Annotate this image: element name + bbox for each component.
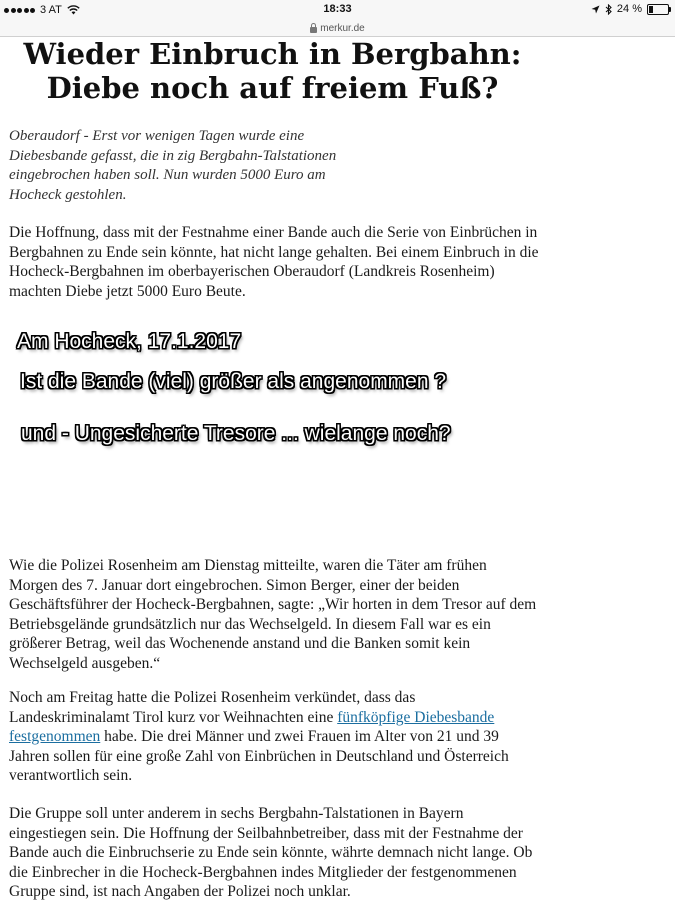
carrier-label: 3 AT	[40, 4, 62, 16]
status-right	[591, 3, 669, 15]
overlay-tresore-line: und - Ungesicherte Tresore ... wielange noch?	[21, 422, 451, 445]
article	[0, 37, 675, 900]
location-arrow-icon	[591, 5, 600, 14]
article-headline: Wieder Einbruch in Bergbahn: Diebe noch auf freiem Fuß?	[23, 37, 522, 105]
diebesbande-link[interactable]: fünfköpfige Diebesbande festgenommen	[9, 708, 495, 745]
status-bar	[0, 0, 675, 20]
overlay-date-line: Am Hocheck, 17.1.2017	[17, 330, 242, 353]
paragraph-3-text-before: Noch am Freitag hatte die Polizei Rosenheim verkündet, dass das Landeskriminalamt Tirol kurz vor Weihnachten eine	[9, 689, 416, 726]
battery-icon	[647, 4, 669, 15]
url-domain[interactable]: merkur.de	[320, 22, 365, 34]
battery-percent: 24 %	[616, 3, 642, 15]
paragraph-3-text-after: habe. Die drei Männer und zwei Frauen im Alter von 21 und 39 Jahren sollen für eine große Zahl von Einbrüchen in Deutschland und Österreich verantwortlich sein.	[9, 728, 509, 784]
article-lead: Oberaudorf - Erst vor wenigen Tagen wurde eine Diebesbande gefasst, die in zig Bergbahn-Talstationen eingebrochen haben soll. Nun wurden 5000 Euro am Hocheck gestohlen.	[9, 128, 337, 203]
article-paragraph-1: Die Hoffnung, dass mit der Festnahme einer Bande auch die Serie von Einbrüchen in Bergbahnen zu Ende sein könnte, hat nicht lange gehalten. Bei einem Einbruch in die Hocheck-Bergbahnen im oberbayerischen Oberaudorf (Landkreis Rosenheim) machten Diebe jetzt 5000 Euro Beute.	[9, 224, 539, 300]
bluetooth-icon	[605, 4, 612, 15]
article-paragraph-4: Die Gruppe soll unter anderem in sechs Bergbahn-Talstationen in Bayern eingestiegen sein. Die Hoffnung der Seilbahnbetreiber, dass mit der Festnahme der Bande auch die Einbruchserie zu Ende sein könnte, währte demnach nicht lange. Ob die Einbrecher in die Hocheck-Bergbahnen indes Mitglieder der festgenommenen Gruppe sind, ist nach Angaben der Polizei noch unklar.	[9, 805, 533, 900]
article-paragraph-2: Wie die Polizei Rosenheim am Dienstag mitteilte, waren die Täter am frühen Morgen des 7. Januar dort eingebrochen. Simon Berger, einer der beiden Geschäftsführer der Hocheck-Bergbahnen, sagte: „Wir horten in dem Tresor auf dem Betriebsgelände grundsätzlich nur das Wechselgeld. In diesem Fall war es ein größerer Betrag, weil das Wochenende anstand und die Banken somit kein Wechselgeld ausgeben.“	[9, 557, 537, 672]
status-time: 18:33	[323, 3, 352, 15]
overlay-question-line: Ist die Bande (viel) größer als angenommen ?	[20, 370, 447, 393]
battery-level-fill	[649, 6, 653, 13]
lock-icon	[310, 27, 317, 33]
url-bar[interactable]	[0, 20, 675, 37]
article-paragraph-3	[9, 688, 539, 786]
